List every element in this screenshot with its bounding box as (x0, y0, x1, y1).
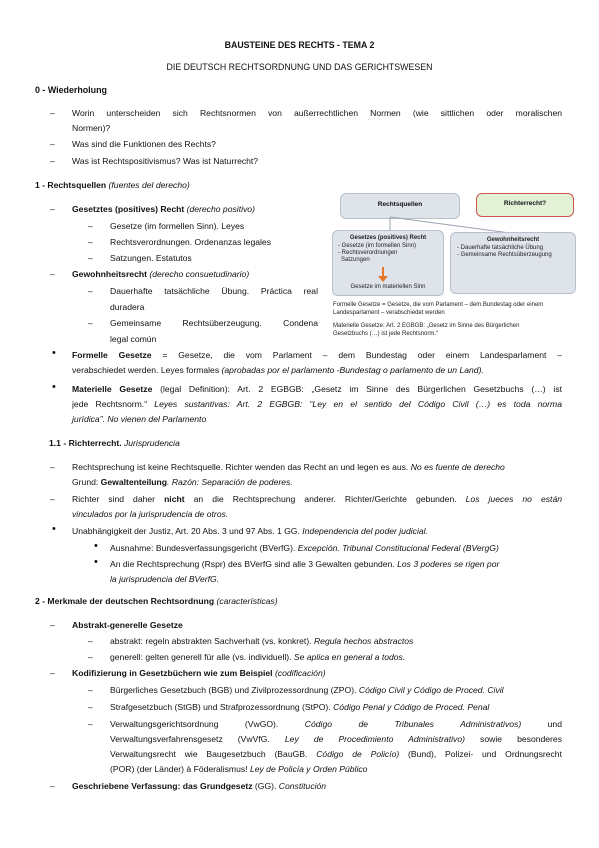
question-1-cont: Normen)? (72, 123, 111, 133)
gesetzes-box-line2: - Rechtsverordnungen (338, 250, 398, 256)
question-1-text: Worin unterscheiden sich Rechtsnormen von außerrechtlichen Normen (wie sittlichen oder moralischen (72, 108, 562, 118)
diagram-note-materielle: Materielle Gesetze: Art. 2 EGBGB: „Gesetz im Sinne des Bürgerlichen (333, 323, 520, 329)
richterrecht-box (476, 193, 574, 217)
bverfg-bindung-cont: la jurisprudencia del BVerfG. (110, 574, 220, 584)
richterrecht-point-1: – Rechtsprechung ist keine Rechtsquelle. Richter wenden das Recht an und legen es aus. No es fuente de derecho (72, 462, 505, 473)
gewohnheitsrecht-box (450, 232, 576, 294)
gesetztes-recht: – Gesetztes (positives) Recht (derecho positivo) (72, 204, 255, 215)
ueberzeugung-item: – Gemeinsame Rechtsüberzeugung. Condena (110, 318, 318, 329)
ueberzeugung-item-cont: legal común (110, 334, 157, 344)
bverfg-bindung: • An die Rechtsprechung (Rspr) des BVerfG sind alle 3 Gewalten gebunden. Los 3 poderes se rigen por (110, 559, 499, 570)
formelle-gesetze: • Formelle Gesetze = Gesetze, die vom Parlament – dem Bundestag oder einem Landesparlament – (72, 350, 562, 361)
vwgo-item: – Verwaltungsgerichtsordnung (VwGO). Código de Tribunales Administrativos) und (110, 719, 562, 730)
materiell-label: Gesetze im materiellen Sinn (350, 284, 426, 290)
kodifizierung: – Kodifizierung in Gesetzbüchern wie zum Beispiel (codificación) (72, 668, 326, 679)
document-subtitle: DIE DEUTSCH RECHTSORDNUNG UND DAS GERICHTSWESEN (166, 62, 433, 72)
document-title: BAUSTEINE DES RECHTS - TEMA 2 (224, 40, 375, 50)
abstrakt-item: – abstrakt: regeln abstrakten Sachverhalt (vs. konkret). Regula hechos abstractos (110, 636, 413, 647)
materielle-gesetze-cont: jede Rechtsnorm.“ Leyes sustantivas: Art. 2 EGBGB: “Ley en el sentido del Código Civil (…) es toda norma (72, 399, 562, 409)
section-0-heading: 0 - Wiederholung (35, 85, 107, 95)
diagram-note-formelle: Formelle Gesetze = Gesetze, die vom Parlament – dem Bundestag oder einem (333, 302, 544, 308)
materielle-gesetze: • Materielle Gesetze (legal Definition): Art. 2 EGBGB: „Gesetz im Sinne des Bürgerlichen Gesetzbuchs (…) ist (72, 384, 562, 395)
satzungen-item: – Satzungen. Estatutos (110, 253, 192, 264)
richterrecht-point-2: – Richter sind daher nicht an die Rechtsprechung anderer. Richter/Gerichte gebunden. Los jueces no están (72, 494, 562, 505)
vwgo-item-cont2: Verwaltungsrecht wie Baugesetzbuch (BauGB. Código de Policío) (Bund), Polizei- und Ordnungsrecht (110, 749, 562, 759)
richterrecht-point-2-cont: vinculados por la jurisprudencia de otros. (72, 509, 229, 519)
vwgo-item-cont3: (POR) (der Länder) à Föderalismus! Ley de Policía y Orden Público (110, 764, 368, 774)
diagram-note-materielle-cont: Gesetzbuchs (…) ist jede Rechtsnorm.“ (333, 331, 439, 337)
down-arrow-icon (377, 267, 389, 283)
richterrecht-label: Richterrecht? (503, 200, 547, 207)
question-2: – Was sind die Funktionen des Rechts? (72, 139, 216, 150)
justiz-unabhaengigkeit: • Unabhängigkeit der Justiz, Art. 20 Abs. 3 und 97 Abs. 1 GG. Independencia del poder judicial. (72, 526, 428, 537)
gewohnheitsrecht-box-line2: - Gemeinsame Rechtsüberzeugung (457, 252, 552, 258)
uebung-item-cont: duradera (110, 302, 145, 312)
rechtsverordnungen-item: – Rechtsverordnungen. Ordenanzas legales (110, 237, 271, 248)
richterrecht-point-1-cont: Grund: Gewaltenteilung. Razón: Separación de poderes. (72, 477, 293, 487)
gewohnheitsrecht: – Gewohnheitsrecht (derecho consuetudinario) (72, 269, 249, 280)
diagram-note-formelle-cont: Landesparlament – verabschiedet werden (333, 310, 445, 316)
question-3: – Was ist Rechtspositivismus? Was ist Naturrecht? (72, 156, 258, 167)
rechtsquellen-label: Rechtsquellen (377, 201, 423, 208)
section-2-heading: 2 - Merkmale der deutschen Rechtsordnung (características) (35, 596, 278, 606)
uebung-item: – Dauerhafte tatsächliche Übung. Práctica real (110, 286, 318, 297)
bgb-item: – Bürgerliches Gesetzbuch (BGB) und Zivilprozessordnung (ZPO). Código Civil y Código de Proced. Civil (110, 685, 504, 696)
gewohnheitsrecht-box-title: Gewohnheitsrecht (486, 237, 540, 243)
gesetzes-box (332, 230, 444, 296)
gesetzes-box-line1: - Gesetze (im formellen Sinn) (338, 243, 417, 249)
gewohnheitsrecht-box-line1: - Dauerhafte tatsächliche Übung (457, 245, 544, 251)
gesetzes-box-title: Gesetzes (positives) Recht (349, 235, 427, 241)
abstrakt-generelle-gesetze: – Abstrakt-generelle Gesetze (72, 620, 183, 631)
materielle-gesetze-cont2: jurídica”. No vienen del Parlamento (72, 414, 207, 424)
geschriebene-verfassung: – Geschriebene Verfassung: das Grundgesetz (GG). Constitución (72, 781, 326, 792)
stgb-item: – Strafgesetzbuch (StGB) und Strafprozessordnung (StPO). Código Penal y Código de Proced. Penal (110, 702, 489, 713)
section-1-1-heading: 1.1 - Richterrecht. Jurisprudencia (49, 438, 180, 448)
gesetzes-box-line3: Satzungen (341, 257, 370, 263)
gesetze-item: – Gesetze (im formellen Sinn). Leyes (110, 221, 244, 232)
section-1-heading: 1 - Rechtsquellen (fuentes del derecho) (35, 180, 190, 190)
question-1 (72, 108, 562, 119)
formelle-gesetze-cont: verabschiedet werden. Leyes formales (aprobadas por el parlamento -Bundestag o parlamento de un Land). (72, 365, 484, 375)
ausnahme-bverfg: • Ausnahme: Bundesverfassungsgericht (BVerfG). Excepción. Tribunal Constitucional Federal (BVergG) (110, 543, 499, 554)
generell-item: – generell: gelten generell für alle (vs. individuell). Se aplica en general a todos. (110, 652, 405, 663)
vwgo-item-cont: Verwaltungsverfahrensgesetz (VwVfG. Ley de Procedimiento Administrativo) sowie besonderes (110, 734, 563, 744)
